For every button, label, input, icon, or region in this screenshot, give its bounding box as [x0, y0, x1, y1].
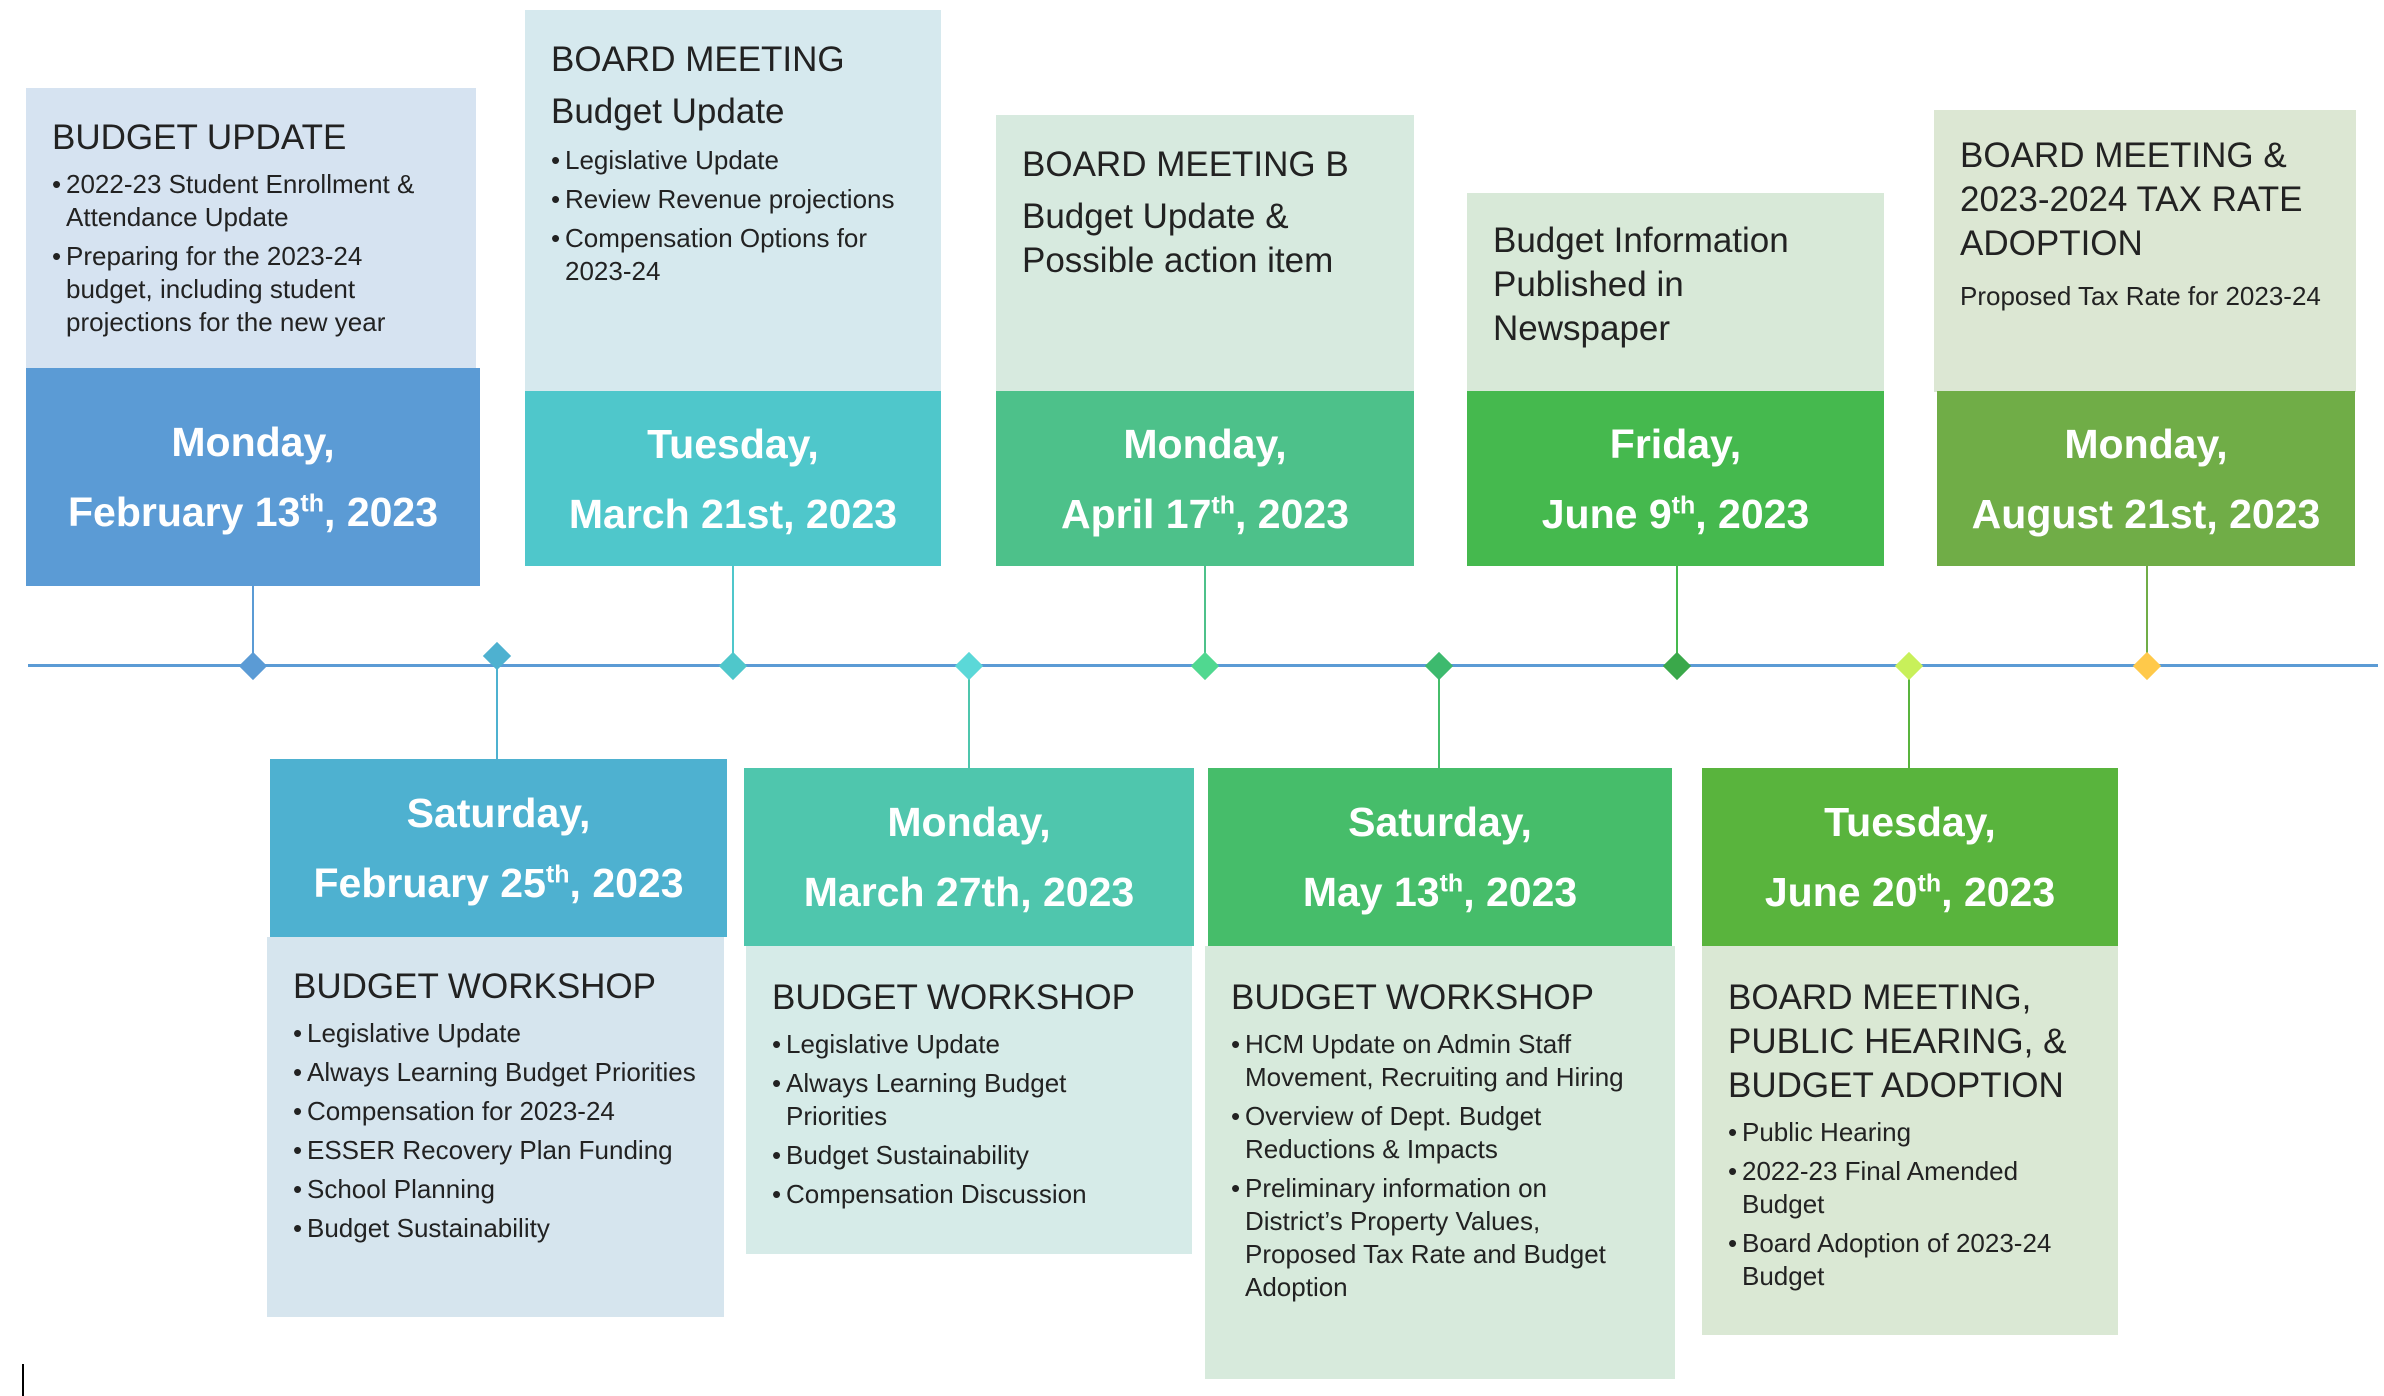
- event-date-jun20: [1702, 768, 2118, 946]
- event-info-feb13: [26, 88, 476, 378]
- list-item: • Always Learning Budget Priorities: [293, 1056, 698, 1089]
- timeline-marker: [239, 652, 267, 680]
- list-item: • HCM Update on Admin Staff Movement, Recruiting and Hiring: [1231, 1028, 1649, 1094]
- date-text: August 21st, 2023: [1971, 490, 2321, 537]
- event-date-aug21: [1937, 391, 2355, 566]
- list-item: • Preliminary information on District’s Property Values, Proposed Tax Rate and Budget Adoption: [1231, 1172, 1649, 1304]
- event-info-jun9: [1467, 193, 1884, 392]
- list-item: • Compensation for 2023-24: [293, 1095, 698, 1128]
- event-info-mar27: [746, 946, 1192, 1254]
- event-info-may13: [1205, 946, 1675, 1379]
- event-items: [293, 1017, 698, 1245]
- date-day: Monday,: [1123, 420, 1287, 467]
- list-item: • Preparing for the 2023-24 budget, including student projections for the new year: [52, 240, 450, 339]
- event-title: BOARD MEETING: [551, 40, 845, 79]
- list-item: • Compensation Options for 2023-24: [551, 222, 915, 288]
- list-item: • School Planning: [293, 1173, 698, 1206]
- date-day: Monday,: [171, 419, 335, 465]
- list-item: • Legislative Update: [772, 1028, 1166, 1061]
- event-info-apr17: [996, 115, 1414, 392]
- timeline-marker: [1663, 652, 1691, 680]
- list-item: • 2022-23 Student Enrollment & Attendance Update: [52, 168, 450, 234]
- date-day: Tuesday,: [1824, 799, 1996, 845]
- date-text: February 25th, 2023: [313, 860, 684, 906]
- event-title: BUDGET WORKSHOP: [1231, 978, 1595, 1017]
- list-item: • Legislative Update: [551, 144, 915, 177]
- event-title: BUDGET WORKSHOP: [293, 967, 657, 1006]
- timeline-marker: [1425, 652, 1453, 680]
- event-info-mar21: [525, 10, 941, 392]
- list-item: • Overview of Dept. Budget Reductions & Impacts: [1231, 1100, 1649, 1166]
- event-date-feb13: [26, 368, 480, 586]
- date-text: February 13th, 2023: [67, 489, 439, 535]
- date-text: May 13th, 2023: [1302, 869, 1578, 915]
- list-item: • Review Revenue projections: [551, 183, 915, 216]
- event-date-mar27: [744, 768, 1194, 946]
- text-cursor: [22, 1364, 24, 1396]
- list-item: • Always Learning Budget Priorities: [772, 1067, 1166, 1133]
- event-title: BOARD MEETING & 2023-2024 TAX RATE ADOPTION: [1960, 136, 2303, 263]
- list-item: • Public Hearing: [1728, 1116, 2092, 1149]
- list-item: • Compensation Discussion: [772, 1178, 1166, 1211]
- event-date-feb25: [270, 759, 727, 937]
- date-day: Tuesday,: [647, 420, 819, 467]
- event-note: Proposed Tax Rate for 2023-24: [1960, 281, 2321, 311]
- event-date-apr17: [996, 391, 1414, 566]
- event-items: [52, 168, 450, 339]
- list-item: • 2022-23 Final Amended Budget: [1728, 1155, 2092, 1221]
- date-day: Saturday,: [406, 790, 591, 836]
- event-info-jun20: [1702, 946, 2118, 1335]
- event-items: [551, 144, 915, 288]
- timeline-marker: [2133, 652, 2161, 680]
- event-title: BUDGET UPDATE: [52, 118, 347, 157]
- event-info-feb25: [267, 937, 724, 1317]
- list-item: • Board Adoption of 2023-24 Budget: [1728, 1227, 2092, 1293]
- timeline-marker: [1191, 652, 1219, 680]
- date-text: March 21st, 2023: [568, 490, 898, 537]
- event-subtitle: Budget Update: [551, 92, 785, 131]
- date-day: Monday,: [887, 799, 1051, 845]
- date-text: June 20th, 2023: [1764, 869, 2056, 915]
- event-title: BOARD MEETING, PUBLIC HEARING, & BUDGET ADOPTION: [1728, 978, 2067, 1105]
- event-items: [772, 1028, 1166, 1211]
- date-day: Friday,: [1609, 420, 1742, 467]
- list-item: • Budget Sustainability: [293, 1212, 698, 1245]
- event-subtitle: Budget Update & Possible action item: [1022, 197, 1334, 280]
- date-text: June 9th, 2023: [1541, 490, 1810, 537]
- list-item: • Budget Sustainability: [772, 1139, 1166, 1172]
- timeline-marker: [719, 652, 747, 680]
- list-item: • Legislative Update: [293, 1017, 698, 1050]
- event-items: [1231, 1028, 1649, 1304]
- event-date-mar21: [525, 391, 941, 566]
- date-text: April 17th, 2023: [1061, 490, 1349, 537]
- event-date-jun9: [1467, 391, 1884, 566]
- event-items: [1728, 1116, 2092, 1293]
- date-text: March 27th, 2023: [803, 869, 1135, 915]
- date-day: Saturday,: [1348, 799, 1532, 845]
- connector-line: [496, 656, 498, 760]
- event-info-aug21: [1934, 110, 2356, 392]
- date-day: Monday,: [2064, 420, 2228, 467]
- event-title: Budget Information Published in Newspaper: [1493, 221, 1789, 348]
- event-title: BUDGET WORKSHOP: [772, 978, 1136, 1017]
- event-title: BOARD MEETING B: [1022, 145, 1349, 184]
- list-item: • ESSER Recovery Plan Funding: [293, 1134, 698, 1167]
- timeline-marker: [1895, 652, 1923, 680]
- timeline-marker: [955, 652, 983, 680]
- event-date-may13: [1208, 768, 1672, 946]
